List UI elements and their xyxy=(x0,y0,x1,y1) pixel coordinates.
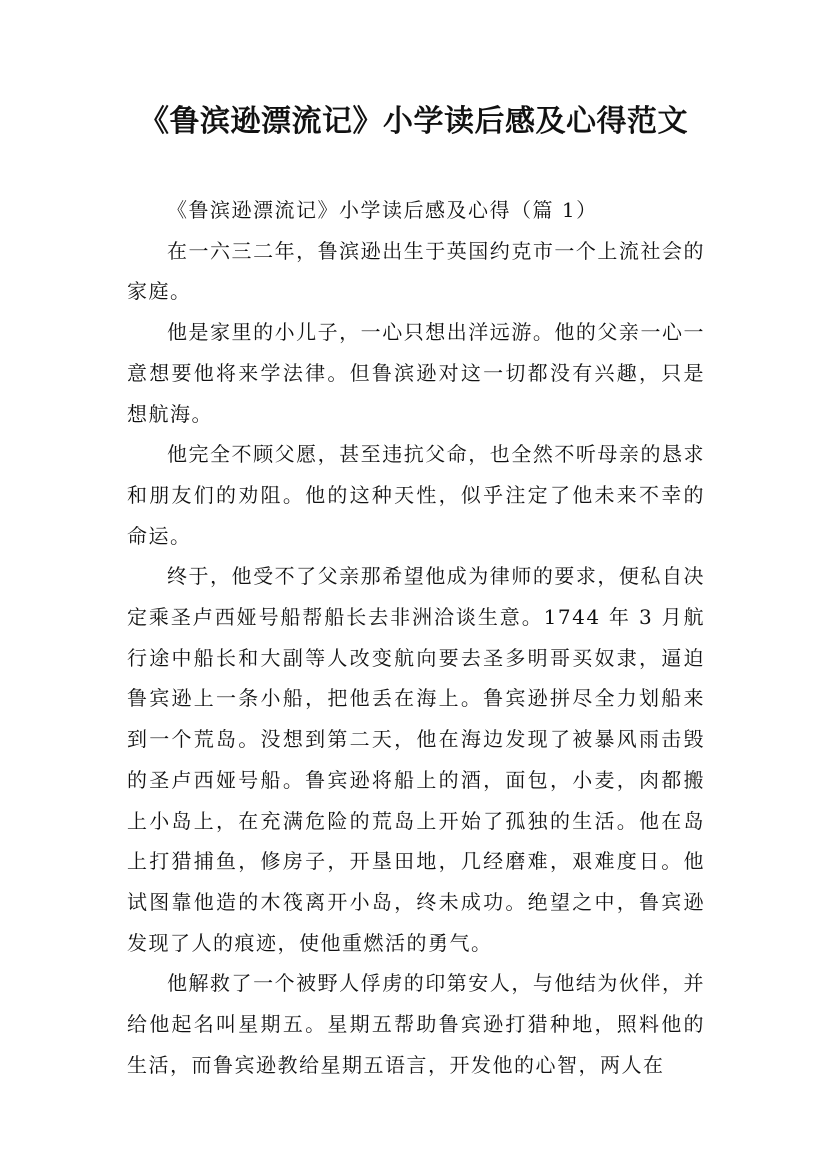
document-title: 《鲁滨逊漂流记》小学读后感及心得范文 xyxy=(139,104,688,139)
document-body xyxy=(127,190,705,1085)
paragraph-3: 他完全不顾父愿，甚至违抗父命，也全然不听母亲的恳求和朋友们的劝阻。他的这种天性，似乎注定了他未来不幸的命运。 xyxy=(127,442,705,548)
paragraph-2: 他是家里的小儿子，一心只想出洋远游。他的父亲一心一意想要他将来学法律。但鲁滨逊对这一切都没有兴趣，只是想航海。 xyxy=(127,320,705,426)
paragraph-5: 他解救了一个被野人俘虏的印第安人，与他结为伙伴，并给他起名叫星期五。星期五帮助鲁宾逊打猎种地，照料他的生活，而鲁宾逊教给星期五语言，开发他的心智，两人在 xyxy=(127,971,705,1077)
paragraph-1: 在一六三二年，鲁滨逊出生于英国约克市一个上流社会的家庭。 xyxy=(127,238,705,304)
paragraph-4: 终于，他受不了父亲那希望他成为律师的要求，便私自决定乘圣卢西娅号船帮船长去非洲洽谈生意。1744 年 3 月航行途中船长和大副等人改变航向要去圣多明哥买奴隶，逼迫鲁宾逊上一条小船，把他丢在海上。鲁宾逊拼尽全力划船来到一个荒岛。没想到第二天，他在海边发现了被暴风雨击毁的圣卢西娅号船。鲁宾逊将船上的酒，面包，小麦，肉都搬上小岛上，在充满危险的荒岛上开始了孤独的生活。他在岛上打猎捕鱼，修房子，开垦田地，几经磨难，艰难度日。他试图靠他造的木筏离开小岛，终未成功。绝望之中，鲁宾逊发现了人的痕迹，使他重燃活的勇气。 xyxy=(127,564,705,955)
section-subtitle: 《鲁滨逊漂流记》小学读后感及心得（篇 1） xyxy=(167,198,598,222)
